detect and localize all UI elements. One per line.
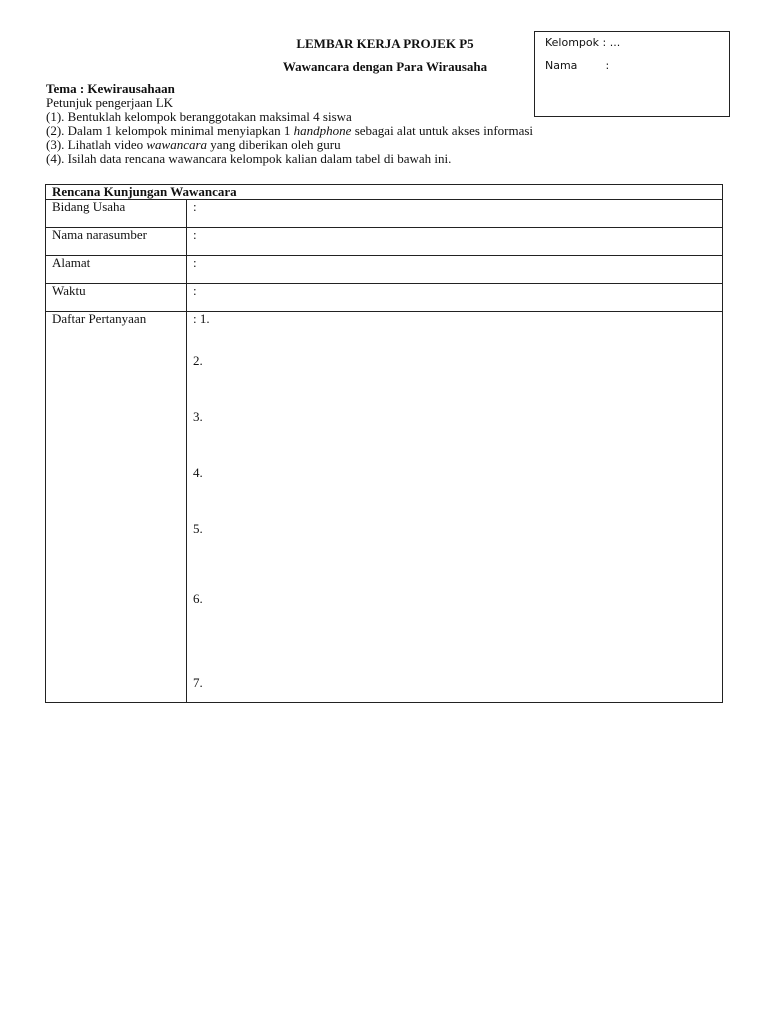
instruction-step-4: (4). Isilah data rencana wawancara kelompok kalian dalam tabel di bawah ini. bbox=[46, 151, 452, 166]
row-label: Nama narasumber bbox=[46, 228, 187, 256]
questions-label: Daftar Pertanyaan bbox=[46, 312, 187, 703]
step-2-italic: handphone bbox=[293, 123, 352, 138]
instructions-heading: Petunjuk pengerjaan LK bbox=[46, 95, 174, 110]
table-row bbox=[46, 228, 723, 256]
name-field bbox=[545, 59, 609, 72]
step-3-italic: wawancara bbox=[146, 137, 208, 152]
row-value[interactable]: : bbox=[187, 284, 723, 312]
question-item: 5. bbox=[193, 521, 203, 536]
interview-plan-table bbox=[45, 184, 723, 703]
group-info-box bbox=[534, 31, 730, 117]
theme-line: Tema : Kewirausahaan bbox=[46, 81, 175, 96]
questions-row bbox=[46, 312, 723, 703]
table-row bbox=[46, 256, 723, 284]
row-label: Waktu bbox=[46, 284, 187, 312]
step-2-text-a: (2). Dalam 1 kelompok minimal menyiapkan 1 bbox=[46, 123, 294, 138]
row-value[interactable]: : bbox=[187, 200, 723, 228]
instruction-step-1: (1). Bentuklah kelompok beranggotakan maksimal 4 siswa bbox=[46, 109, 352, 124]
questions-cell[interactable] bbox=[187, 312, 723, 703]
worksheet-title: LEMBAR KERJA PROJEK P5 bbox=[296, 36, 474, 51]
row-value[interactable]: : bbox=[187, 228, 723, 256]
row-value[interactable]: : bbox=[187, 256, 723, 284]
instruction-step-2 bbox=[46, 124, 533, 138]
question-item: 7. bbox=[193, 675, 203, 690]
table-row bbox=[46, 200, 723, 228]
group-field: Kelompok : ... bbox=[545, 36, 621, 49]
table-row bbox=[46, 284, 723, 312]
row-label: Alamat bbox=[46, 256, 187, 284]
instruction-step-3 bbox=[46, 138, 533, 152]
worksheet-subtitle: Wawancara dengan Para Wirausaha bbox=[282, 59, 488, 74]
step-2-text-b: sebagai alat untuk akses informasi bbox=[351, 123, 534, 138]
question-item: 4. bbox=[193, 465, 203, 480]
name-separator: : bbox=[605, 59, 610, 72]
question-item: 6. bbox=[193, 591, 203, 606]
question-item: 3. bbox=[193, 409, 203, 424]
instructions bbox=[46, 82, 533, 166]
row-label: Bidang Usaha bbox=[46, 200, 187, 228]
step-3-text-a: (3). Lihatlah video bbox=[46, 137, 147, 152]
table-heading: Rencana Kunjungan Wawancara bbox=[46, 185, 723, 200]
table-heading-row bbox=[46, 185, 723, 200]
question-item: 2. bbox=[193, 353, 203, 368]
name-label: Nama bbox=[545, 59, 578, 72]
question-item: : 1. bbox=[193, 311, 210, 326]
step-3-text-b: yang diberikan oleh guru bbox=[207, 137, 341, 152]
